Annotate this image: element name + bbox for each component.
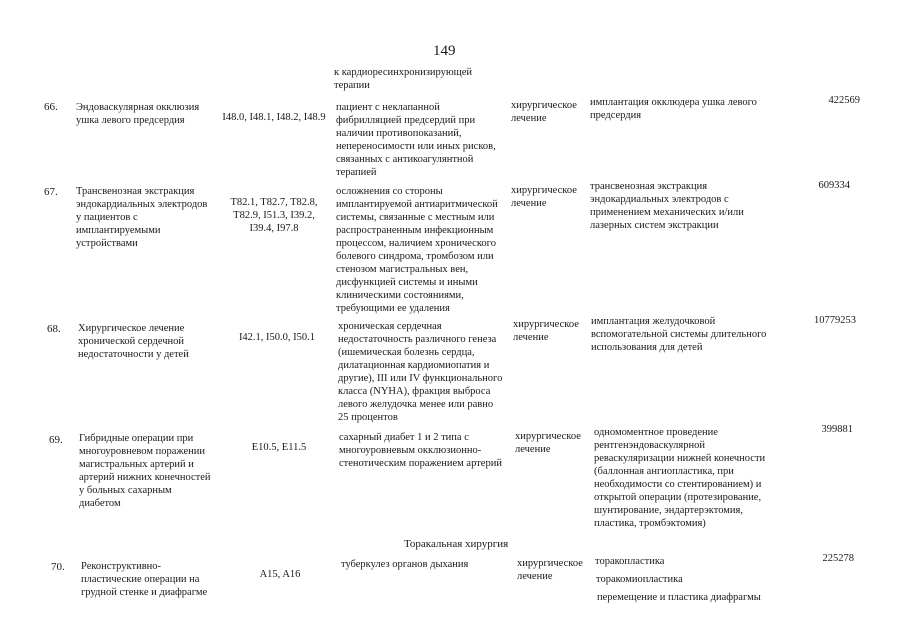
icd-codes: I48.0, I48.1, I48.2, I48.9 (222, 111, 326, 123)
procedure-name: Трансвенозная экстракция эндокардиальных электродов у пациентов с имплантируемыми устройствами (76, 186, 208, 249)
procedure-name: Гибридные операции при многоуровневом поражении магистральных артерий и артерий нижних конечностей у больных сахарным диабетом (79, 433, 211, 509)
icd-codes: T82.1, T82.7, T82.8, T82.9, I51.3, I39.2, I39.4, I97.8 (230, 196, 318, 234)
indication: пациент с неклапанной фибрилляцией предсердий при наличии противопоказаний, непереносимости или иных рисков, связанных с антикоагулянтной терапией (336, 102, 496, 178)
treatment-type: хирургическое лечение (517, 558, 583, 582)
section-title: Торакальная хирургия (404, 538, 509, 550)
page-number: 149 (433, 43, 456, 59)
price: 10779253 (814, 315, 856, 326)
row-number: 69. (49, 434, 63, 446)
icd-codes: I42.1, I50.0, I50.1 (238, 331, 316, 343)
method: одномоментное проведение рентгенэндоваскулярной реваскуляризации нижней конечности (баллонная ангиопластика, при необходимости со стентированием) и открытой операции (протезирование, шунтирование, эндартерэктомия, пластика, тромбэктомия) (594, 427, 766, 529)
icd-codes: A15, A16 (259, 568, 301, 580)
method-item: перемещение и пластика диафрагмы (597, 592, 761, 603)
continuation-text: к кардиоресинхронизирующей терапии (334, 67, 473, 91)
price: 399881 (821, 424, 853, 435)
treatment-type: хирургическое лечение (511, 100, 577, 124)
method-item: торакомиопластика (596, 574, 683, 585)
icd-codes: E10.5, E11.5 (251, 441, 307, 453)
row-number: 66. (44, 101, 58, 113)
indication: сахарный диабет 1 и 2 типа с многоуровневым окклюзионно- стенотическим поражением артерий (339, 432, 502, 469)
method-item: торакопластика (595, 556, 665, 567)
indication: хроническая сердечная недостаточность различного генеза (ишемическая болезнь сердца, дилатационная кардиомиопатия и другие), III или IV функционального класса (NYHA), фракция выброса левого желудочка менее или равно 25 процентов (338, 321, 503, 423)
price: 609334 (818, 180, 850, 191)
treatment-type: хирургическое лечение (511, 185, 577, 209)
price: 422569 (828, 95, 860, 106)
treatment-type: хирургическое лечение (515, 431, 581, 455)
procedure-name: Реконструктивно- пластические операции на грудной стенке и диафрагме (81, 561, 208, 598)
method: трансвенозная экстракция эндокардиальных электродов с применением механических и/или лазерных систем экстракции (590, 181, 744, 231)
treatment-type: хирургическое лечение (513, 319, 579, 343)
price: 225278 (822, 553, 854, 564)
procedure-name: Хирургическое лечение хронической сердечной недостаточности у детей (78, 323, 189, 360)
method: имплантация желудочковой вспомогательной системы длительного использования для детей (591, 316, 767, 353)
indication: туберкулез органов дыхания (341, 559, 469, 570)
procedure-name: Эндоваскулярная окклюзия ушка левого предсердия (76, 102, 200, 126)
row-number: 70. (51, 561, 65, 573)
row-number: 68. (47, 323, 61, 335)
indication: осложнения со стороны имплантируемой антиаритмической системы, связанные с местным или распространенным инфекционным процессом, наличием хронического болевого синдрома, тромбозом или стенозом магистральных вен, дисфункцией системы и иными клиническими состояниями, требующими ее удаления (336, 186, 498, 314)
method: имплантация окклюдера ушка левого предсердия (590, 97, 757, 121)
row-number: 67. (44, 186, 58, 198)
